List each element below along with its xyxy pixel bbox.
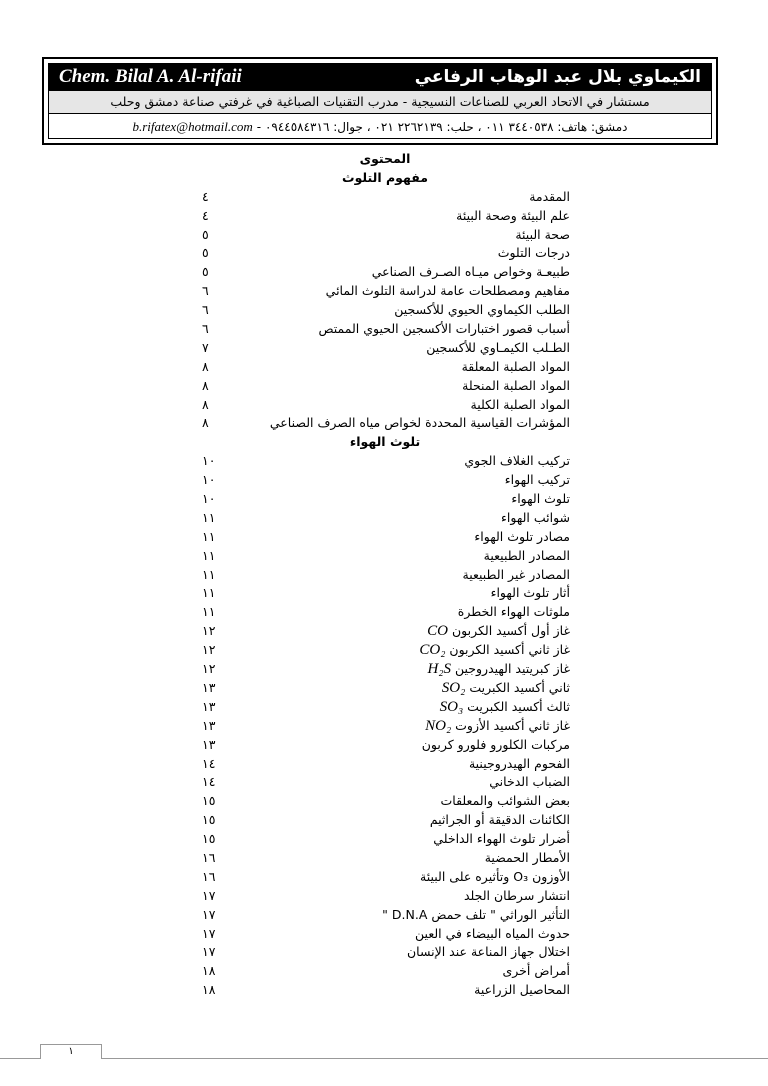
contact-line	[49, 114, 711, 140]
toc-entry[interactable]	[200, 244, 570, 263]
author-name-english: Chem. Bilal A. Al-rifaii	[59, 66, 242, 87]
toc-entry-text: الأوزون O₃ وتأثيره على البيئة	[420, 868, 570, 884]
letterhead-title-bar	[49, 64, 711, 90]
toc-entry-label	[394, 301, 570, 320]
toc-entry[interactable]	[200, 320, 570, 339]
chemical-formula: CO	[427, 623, 449, 640]
toc-entry-page: ٨	[202, 396, 209, 412]
toc-entry-label	[505, 471, 570, 490]
toc-entry-text: المصادر الطبيعية	[483, 547, 570, 563]
toc-entry[interactable]	[200, 603, 570, 622]
toc-entry[interactable]	[200, 755, 570, 774]
toc-entry[interactable]	[200, 396, 570, 415]
toc-entry-label	[427, 622, 570, 641]
toc-entry-page: ٨	[202, 358, 209, 374]
toc-entry-text: مصادر تلوث الهواء	[474, 528, 570, 544]
toc-section-heading: تلوث الهواء	[349, 434, 421, 450]
toc-entry-page: ١٧	[202, 925, 216, 941]
toc-entry-page: ١٠	[202, 491, 216, 507]
toc-entry-label	[502, 962, 570, 981]
toc-entry[interactable]	[200, 584, 570, 603]
toc-entry[interactable]	[200, 641, 570, 660]
toc-entry-text: اختلال جهاز المناعة عند الإنسان	[406, 944, 570, 960]
toc-entry[interactable]	[200, 490, 570, 509]
toc-entry-label	[529, 188, 570, 207]
toc-entry-page: ١٤	[202, 755, 216, 771]
toc-entry-page: ١٥	[202, 831, 216, 847]
toc-entry-label	[491, 584, 570, 603]
toc-entry-label	[464, 887, 570, 906]
toc-entry[interactable]	[200, 962, 570, 981]
toc-entry-text: غاز ثاني أكسيد الكربون	[449, 642, 570, 658]
toc-entry-page: ٤	[202, 207, 209, 223]
toc-entry-page: ١٢	[202, 661, 216, 677]
toc-entry-text: بعض الشوائب والمعلقات	[440, 793, 570, 809]
toc-entry-page: ٤	[202, 188, 209, 204]
contact-email: b.rifatex@hotmail.com	[132, 119, 253, 134]
toc-entry-label	[474, 528, 570, 547]
toc-entry-label	[456, 207, 570, 226]
toc-entry-label	[442, 679, 570, 698]
toc-entry-text: أمراض أخرى	[502, 963, 570, 979]
toc-entry-text: غاز ثاني أكسيد الأزوت	[455, 717, 570, 733]
toc-entry-text: ثاني أكسيد الكبريت	[469, 679, 570, 695]
toc-entry[interactable]	[200, 301, 570, 320]
toc-entry-text: علم البيئة وصحة البيئة	[456, 207, 570, 223]
toc-entry-label	[419, 641, 570, 660]
author-name-arabic: الكيماوي بلال عبد الوهاب الرفاعي	[414, 67, 701, 87]
toc-entry-page: ١٧	[202, 887, 216, 903]
toc-entry-label	[489, 773, 570, 792]
toc-entry-page: ١٠	[202, 453, 216, 469]
toc-entry-text: المواد الصلبة المعلقة	[461, 358, 570, 374]
toc-entry[interactable]	[200, 773, 570, 792]
toc-entry[interactable]	[200, 207, 570, 226]
toc-entry-label	[433, 830, 570, 849]
toc-entry[interactable]	[200, 339, 570, 358]
toc-entry-text: تلوث الهواء	[511, 491, 570, 507]
toc-entry-page: ١٥	[202, 793, 216, 809]
toc-entry-page: ٥	[202, 264, 209, 280]
toc-entry-page: ٦	[202, 283, 209, 299]
toc-entry-page: ١٧	[202, 906, 216, 922]
toc-entry-page: ١٠	[202, 472, 216, 488]
toc-title: المحتوى	[359, 151, 411, 166]
toc-entry-text: الأمطار الحمضية	[484, 849, 570, 865]
toc-entry[interactable]	[200, 226, 570, 245]
toc-entry-text: التأثير الوراثي " تلف حمض D.N.A "	[382, 906, 570, 922]
toc-entry-text: المصادر غير الطبيعية	[462, 566, 570, 582]
toc-entry-label	[462, 358, 570, 377]
toc-entry-page: ١٦	[202, 849, 216, 865]
letterhead-frame	[48, 63, 712, 139]
toc-entry[interactable]	[200, 471, 570, 490]
table-of-contents	[200, 150, 570, 1000]
toc-entry-label	[426, 339, 570, 358]
toc-entry-text: الضباب الدخاني	[489, 774, 570, 790]
toc-entry-text: أضرار تلوث الهواء الداخلي	[433, 831, 570, 847]
toc-entry-text: درجات التلوث	[497, 245, 570, 261]
toc-entry-text: غاز أول أكسيد الكربون	[452, 623, 570, 639]
toc-entry-page: ٨	[202, 377, 209, 393]
toc-entry-text: المواد الصلبة الكلية	[470, 396, 570, 412]
toc-entry-page: ١٣	[202, 717, 216, 733]
toc-entry[interactable]	[200, 622, 570, 641]
chemical-formula: NO₂	[425, 717, 452, 734]
toc-entry-text: تركيب الهواء	[504, 472, 570, 488]
toc-entry-page: ٧	[202, 339, 209, 355]
toc-entry-text: الفحوم الهيدروجينية	[468, 755, 570, 771]
chemical-formula: H₂S	[427, 661, 452, 678]
toc-entry-label	[498, 244, 570, 263]
toc-entry-page: ٨	[202, 415, 209, 431]
toc-entry-text: طبيعـة وخواص ميـاه الصـرف الصناعي	[371, 264, 570, 280]
toc-entry-label	[440, 698, 570, 717]
toc-entry[interactable]	[200, 263, 570, 282]
toc-entry-label	[372, 263, 570, 282]
toc-entry-page: ١٧	[202, 944, 216, 960]
toc-entry-label	[463, 566, 571, 585]
toc-entry-page: ١٦	[202, 868, 216, 884]
toc-entry[interactable]	[200, 679, 570, 698]
toc-entry-page: ١١	[202, 585, 216, 601]
toc-entry-label	[471, 396, 570, 415]
toc-entry-label	[270, 414, 570, 433]
toc-entry-label	[422, 736, 570, 755]
toc-entry[interactable]	[200, 717, 570, 736]
toc-entry-page: ١١	[202, 509, 216, 525]
page-number: ١	[40, 1044, 102, 1059]
toc-entry-label	[420, 868, 570, 887]
toc-entry-text: ملوثات الهواء الخطرة	[457, 604, 570, 620]
toc-entry-page: ١٥	[202, 812, 216, 828]
toc-entry-text: مركبات الكلورو فلورو كربون	[421, 736, 570, 752]
toc-entry-page: ١٢	[202, 642, 216, 658]
toc-entry-text: صحة البيئة	[515, 226, 570, 242]
toc-entry-page: ١٨	[202, 982, 216, 998]
toc-entry-page: ١٣	[202, 698, 216, 714]
chemical-formula: CO₂	[419, 642, 446, 659]
toc-entry[interactable]	[200, 811, 570, 830]
toc-entry[interactable]	[200, 377, 570, 396]
chemical-formula: SO₂	[441, 679, 466, 696]
toc-entry[interactable]	[200, 509, 570, 528]
toc-entry-label	[464, 452, 570, 471]
toc-entry-text: انتشار سرطان الجلد	[463, 887, 570, 903]
toc-entry-page: ١١	[202, 566, 216, 582]
toc-entry-page: ١٢	[202, 623, 216, 639]
toc-entry-label	[458, 603, 570, 622]
toc-entry-label	[474, 981, 570, 1000]
toc-entry[interactable]	[200, 943, 570, 962]
footer-divider	[0, 1058, 768, 1059]
toc-entry[interactable]	[200, 868, 570, 887]
toc-entry-text: غاز كبريتيد الهيدروجين	[455, 661, 570, 677]
toc-entry-page: ١٨	[202, 963, 216, 979]
toc-entry[interactable]	[200, 188, 570, 207]
toc-entry-page: ٥	[202, 245, 209, 261]
toc-entry-page: ١١	[202, 547, 216, 563]
toc-entry-label	[484, 547, 570, 566]
letterhead	[42, 57, 718, 145]
toc-entry-label	[511, 490, 570, 509]
toc-entry-label	[407, 943, 570, 962]
toc-entry-text: شوائب الهواء	[501, 509, 570, 525]
toc-entry-page: ٦	[202, 321, 209, 337]
author-description: مستشار في الاتحاد العربي للصناعات النسيجية - مدرب التقنيات الصباغية في غرفتي صناعة دمشق وحلب	[49, 90, 711, 114]
toc-entry-label	[485, 849, 570, 868]
toc-entry-text: حدوث المياه البيضاء في العين	[415, 925, 570, 941]
toc-entry[interactable]	[200, 830, 570, 849]
toc-entry-label	[501, 509, 570, 528]
toc-entry[interactable]	[200, 736, 570, 755]
toc-entry-text: المحاصيل الزراعية	[474, 982, 570, 998]
toc-entry-label	[382, 906, 570, 925]
toc-entry[interactable]	[200, 528, 570, 547]
toc-entry-label	[326, 282, 570, 301]
toc-entry-page: ١٣	[202, 736, 216, 752]
toc-entry[interactable]	[200, 849, 570, 868]
toc-entry-label	[462, 377, 570, 396]
toc-entry[interactable]	[200, 358, 570, 377]
toc-entry-label	[427, 660, 570, 679]
toc-entry-text: المواد الصلبة المنحلة	[462, 377, 570, 393]
toc-entry-label	[318, 320, 570, 339]
toc-entry-text: مفاهيم ومصطلحات عامة لدراسة التلوث المائي	[325, 283, 570, 299]
toc-entry-text: أسباب قصور اختبارات الأكسجين الحيوي الممتص	[318, 321, 570, 337]
toc-entry[interactable]	[200, 282, 570, 301]
toc-entry-text: المؤشرات القياسية المحددة لخواص مياه الصرف الصناعي	[269, 415, 570, 431]
toc-entry-page: ١٣	[202, 679, 216, 695]
toc-entry-label	[425, 717, 570, 736]
toc-entry-text: تركيب الغلاف الجوي	[464, 453, 570, 469]
toc-entry[interactable]	[200, 547, 570, 566]
toc-entry[interactable]	[200, 981, 570, 1000]
toc-entry[interactable]	[200, 887, 570, 906]
toc-entry-text: ثالث أكسيد الكبريت	[467, 698, 570, 714]
toc-entry-label	[515, 226, 570, 245]
toc-entry-label	[415, 925, 570, 944]
toc-entry[interactable]	[200, 452, 570, 471]
toc-entry[interactable]	[200, 925, 570, 944]
toc-entry-label	[441, 792, 571, 811]
toc-entry-text: الطـلب الكيمـاوي للأكسجين	[426, 339, 570, 355]
toc-entry[interactable]	[200, 566, 570, 585]
toc-entry-page: ٦	[202, 302, 209, 318]
chemical-formula: SO₃	[439, 698, 464, 715]
toc-entry[interactable]	[200, 414, 570, 433]
toc-entry[interactable]	[200, 906, 570, 925]
toc-entry-text: الطلب الكيماوي الحيوي للأكسجين	[394, 302, 570, 318]
toc-entry-text: الكائنات الدقيقة أو الجراثيم	[429, 812, 570, 828]
contact-phones: دمشق: هاتف: ٣٤٤٠٥٣٨ ٠١١ ، حلب: ٢٢٦٢١٣٩ ٠٢١ ، جوال: ٠٩٤٤٥٨٤٣١٦ -	[256, 120, 628, 134]
toc-entry-label	[430, 811, 570, 830]
toc-section-heading: مفهوم التلوث	[342, 169, 428, 185]
toc-entry-page: ١٤	[202, 774, 216, 790]
toc-entry-page: ١١	[202, 604, 216, 620]
toc-entry-page: ١١	[202, 528, 216, 544]
toc-entry-text: أثار تلوث الهواء	[490, 585, 570, 601]
toc-entry[interactable]	[200, 660, 570, 679]
toc-entry[interactable]	[200, 698, 570, 717]
toc-entry-text: المقدمة	[529, 188, 570, 204]
toc-entry-label	[469, 755, 570, 774]
toc-entry[interactable]	[200, 792, 570, 811]
toc-entry-page: ٥	[202, 226, 209, 242]
